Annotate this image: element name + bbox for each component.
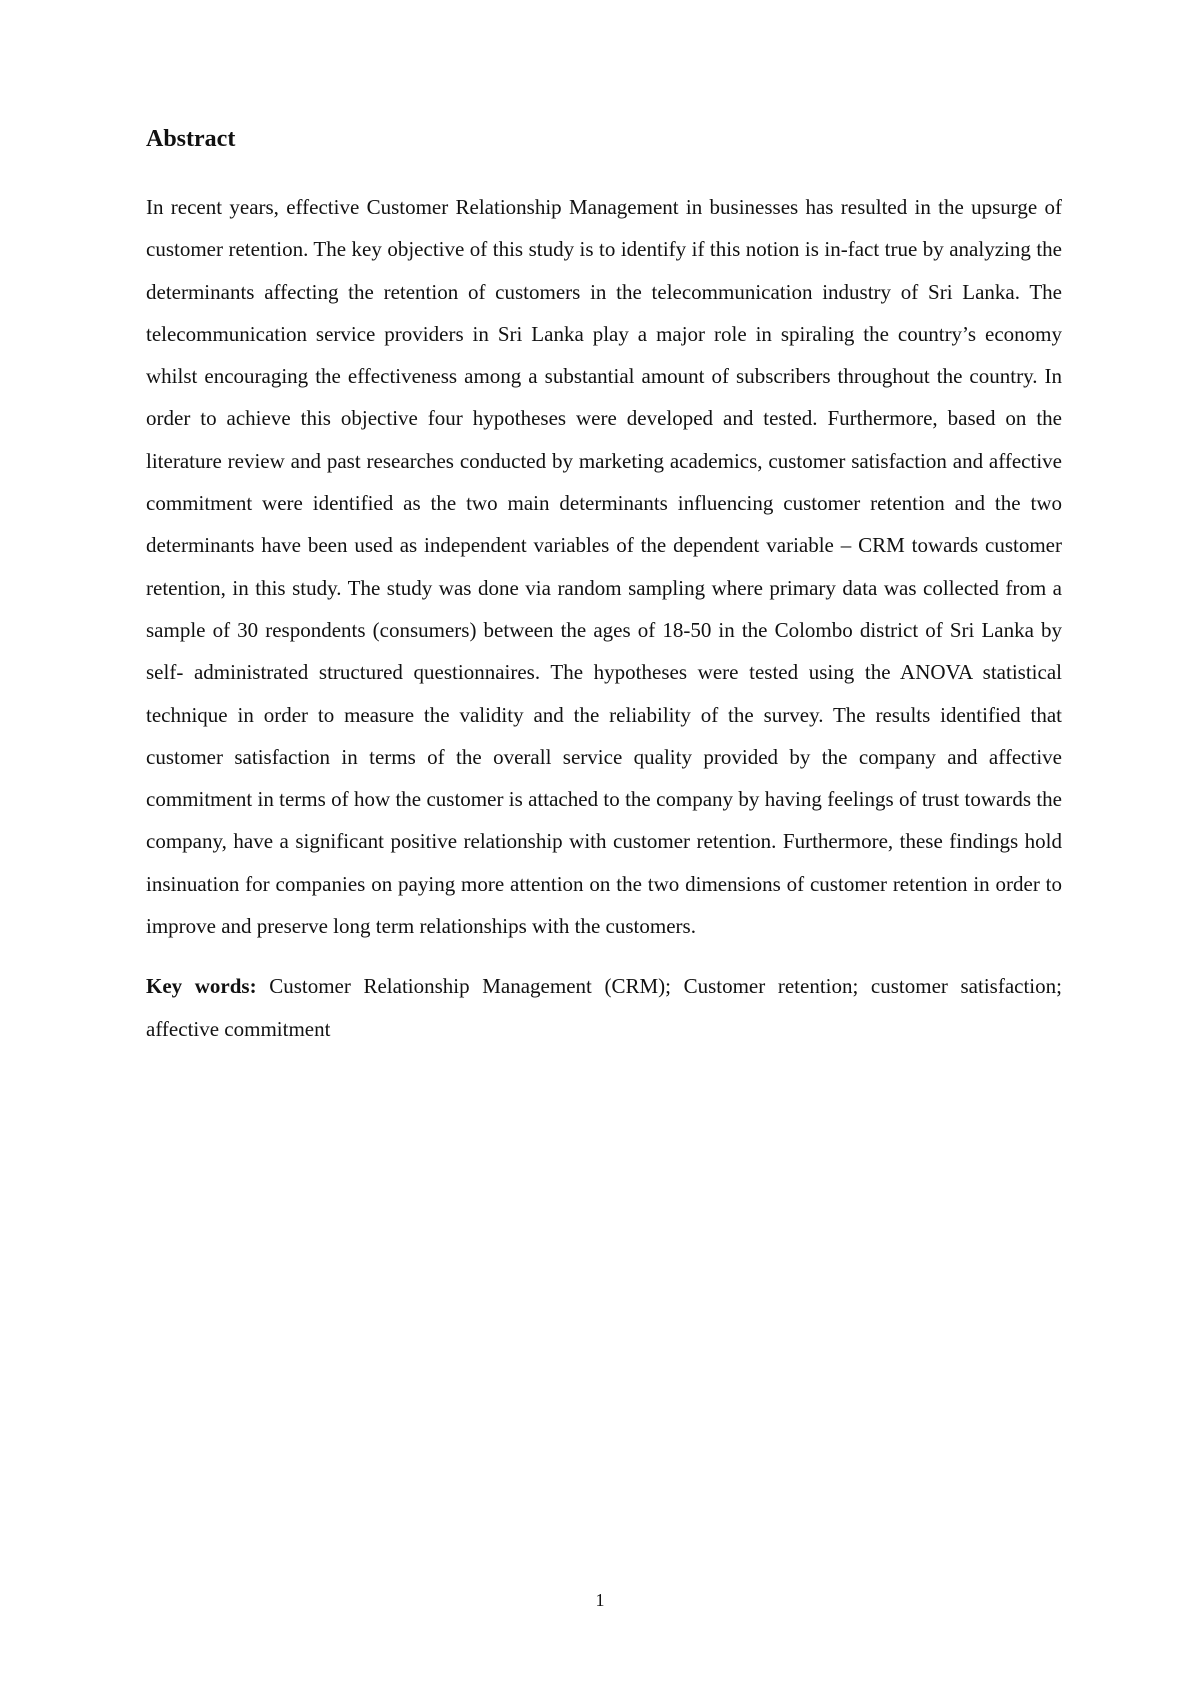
abstract-paragraph: In recent years, effective Customer Relationship Management in businesses has resulted in the upsurge of customer retention. The key objective of this study is to identify if this notion is in-fact true by analyzing the determinants affecting the retention of customers in the telecommunication industry of Sri Lanka. The telecommunication service providers in Sri Lanka play a major role in spiraling the country’s economy whilst encouraging the effectiveness among a substantial amount of subscribers throughout the country. In order to achieve this objective four hypotheses were developed and tested. Furthermore, based on the literature review and past researches conducted by marketing academics, customer satisfaction and affective commitment were identified as the two main determinants influencing customer retention and the two determinants have been used as independent variables of the dependent variable – CRM towards customer retention, in this study. The study was done via random sampling where primary data was collected from a sample of 30 respondents (consumers) between the ages of 18-50 in the Colombo district of Sri Lanka by self- administrated structured questionnaires. The hypotheses were tested using the ANOVA statistical technique in order to measure the validity and the reliability of the survey. The results identified that customer satisfaction in terms of the overall service quality provided by the company and affective commitment in terms of how the customer is attached to the company by having feelings of trust towards the company, have a significant positive relationship with customer retention. Furthermore, these findings hold insinuation for companies on paying more attention on the two dimensions of customer retention in order to improve and preserve long term relationships with the customers. xyxy=(146,195,1062,939)
keywords-label: Key words: xyxy=(146,974,257,999)
section-heading-abstract: Abstract xyxy=(146,126,236,152)
keywords-text: Customer Relationship Management (CRM); Customer retention; customer satisfaction; affective commitment xyxy=(146,974,1062,1041)
keywords-paragraph xyxy=(146,965,1062,1050)
page-content xyxy=(146,118,1062,1050)
page-number: 1 xyxy=(595,1590,605,1610)
